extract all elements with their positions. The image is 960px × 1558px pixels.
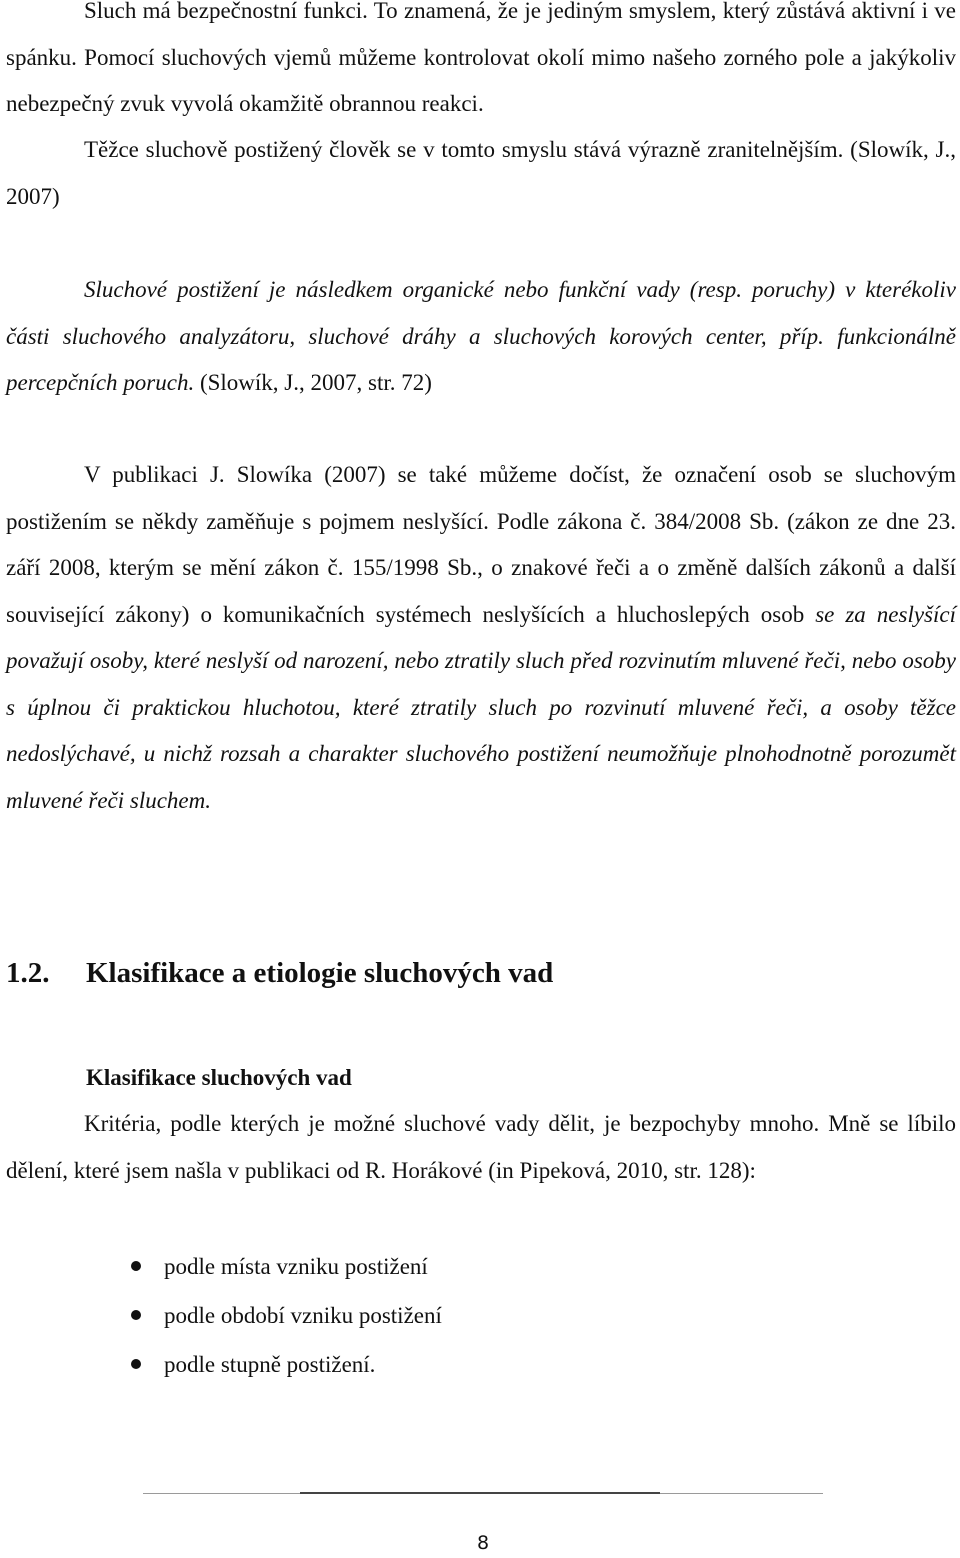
list-item-text: podle místa vzniku postižení <box>164 1254 428 1279</box>
section-heading <box>6 950 956 996</box>
paragraph-classification-intro: Kritéria, podle kterých je možné sluchové vady dělit, je bezpochyby mnoho. Mně se líbilo dělení, které jsem našla v publikaci od R. Horákové (in Pipeková, 2010, str. 128): <box>6 1111 956 1183</box>
quote-definition-text: Sluchové postižení je následkem organické nebo funkční vady (resp. poruchy) v kterékoliv části sluchového analyzátoru, sluchové dráhy a sluchových korových center, příp. funkcionálně percepčních poruch. <box>6 277 956 395</box>
paragraph-law-text: V publikaci J. Slowíka (2007) se také můžeme dočíst, že označení osob se sluchovým postižením se někdy zaměňuje s pojmem neslyšící. Podle zákona č. 384/2008 Sb. (zákon ze dne 23. září 2008, kterým se mění zákon č. 155/1998 Sb., o znakové řeči a o změně dalších zákonů a další související zákony) o komunikačních systémech neslyšících a hluchoslepých osob <box>6 462 956 627</box>
list-item-text: podle stupně postižení. <box>164 1352 376 1377</box>
paragraph-law-italic-text: se za neslyšící považují osoby, které neslyší od narození, nebo ztratily sluch před rozvinutím mluvené řeči, nebo osoby s úplnou či praktickou hluchotou, které ztratily sluch po rozvinutí mluvené řeči, a osoby těžce nedoslýchavé, u nichž rozsah a charakter sluchového postižení neumožňuje plnohodnotně porozumět mluvené řeči sluchem. <box>6 601 956 813</box>
bullet-dot-icon <box>131 1310 141 1320</box>
list-item <box>128 1242 442 1291</box>
paragraph-hearing-safety-text: Sluch má bezpečnostní funkci. To znamená, že je jediným smyslem, který zůstává aktivní i ve spánku. Pomocí sluchových vjemů můžeme kontrolovat okolí mimo našeho zorného pole a jakýkoliv nebezpečný zvuk vyvolá okamžitě obrannou reakci. <box>6 0 956 116</box>
quote-citation: (Slowík, J., 2007, str. 72) <box>194 370 432 395</box>
footer-divider-accent <box>300 1492 660 1494</box>
subsection-heading: Klasifikace sluchových vad <box>86 1065 352 1090</box>
section-title: Klasifikace a etiologie sluchových vad <box>86 957 554 989</box>
paragraph-hearing-safety <box>6 0 956 128</box>
section-number: 1.2. <box>6 957 50 989</box>
paragraph-hearing-vulnerability-text: Těžce sluchově postižený člověk se v tomto smyslu stává výrazně zranitelnějším. (Slowík, J., 2007) <box>6 137 956 209</box>
list-item <box>128 1340 442 1389</box>
page-number: 8 <box>476 1532 490 1554</box>
paragraph-law-definition <box>6 452 956 824</box>
list-item <box>128 1291 442 1340</box>
paragraph-hearing-vulnerability <box>6 127 956 220</box>
quote-definition <box>6 267 956 407</box>
classification-list <box>128 1242 442 1389</box>
list-item-text: podle období vzniku postižení <box>164 1303 442 1328</box>
bullet-dot-icon <box>131 1359 141 1369</box>
bullet-dot-icon <box>131 1261 141 1271</box>
